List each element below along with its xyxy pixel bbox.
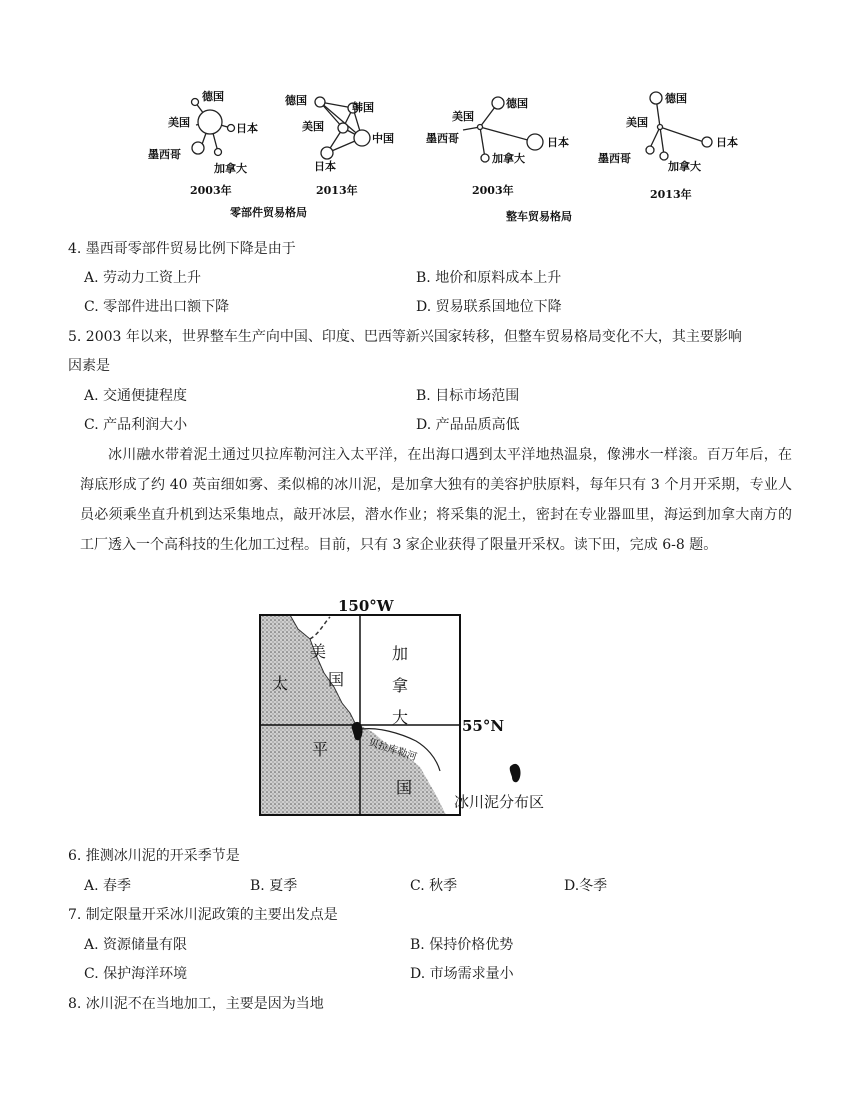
label-usa: 美国 [168,116,190,129]
mexico-node [646,146,654,154]
q5-option-d[interactable]: D. 产品品质高低 [416,417,520,433]
reading-passage: 冰川融水带着泥土通过贝拉库勒河注入太平洋，在出海口遇到太平洋地热温泉，像沸水一样滚。百万年后，在海底形成了约 40 英亩细如雾、柔似棉的冰川泥，是加拿大独有的美容护肤原料，每年只有 3 个月开采期，专业人员必须乘坐直升机到达采集地点，敲开冰层，潜水作业；将采集的泥土，密封在专业器皿里，海运到加拿大南方的工厂透入一个高科技的生化加工过程。目前，只有 3 家企业获得了限量开采权。读下田，完成 6-8 题。 [80,447,792,553]
q6-option-a[interactable]: A. 春季 [84,878,132,894]
china-node [354,130,370,146]
label-germany: 德国 [285,94,307,107]
q8-stem: 8. 冰川泥不在当地加工，主要是因为当地 [68,996,324,1012]
label-canada: 加拿大 [492,152,525,165]
label-germany: 德国 [506,97,528,110]
q6-option-b[interactable]: B. 夏季 [250,878,298,894]
japan-node [321,147,333,159]
usa-char-3: 国 [396,778,413,797]
q7-option-d[interactable]: D. 市场需求量小 [410,966,514,982]
label-year: 2003年 [190,184,232,197]
q5-stem-line2: 因素是 [68,358,110,374]
caption-parts: 零部件贸易格局 [230,206,307,219]
usa-node [198,110,222,134]
germany-node [315,97,325,107]
japan-node [228,125,235,132]
label-germany: 德国 [202,90,224,103]
q7-option-a[interactable]: A. 资源储量有限 [84,937,188,953]
label-usa: 美国 [452,110,474,123]
q6-stem: 6. 推测冰川泥的开采季节是 [68,848,240,864]
label-korea: 韩国 [352,101,374,114]
germany-node [492,97,504,109]
label-mexico: 墨西哥 [426,132,459,145]
canada-node [660,152,668,160]
label-japan: 日本 [547,136,569,149]
japan-node [527,134,543,150]
canada-char-3: 大 [392,708,409,727]
label-germany: 德国 [665,92,687,105]
usa-node [338,123,348,133]
label-japan: 日本 [314,160,336,173]
label-usa: 美国 [626,116,648,129]
q5-option-b[interactable]: B. 目标市场范围 [416,388,520,404]
q6-option-c[interactable]: C. 秋季 [410,878,458,894]
canada-node [215,149,222,156]
q5-option-c[interactable]: C. 产品利润大小 [84,417,188,433]
label-canada: 加拿大 [214,162,247,175]
q4-option-a[interactable]: A. 劳动力工资上升 [84,270,202,286]
usa-node [478,125,483,130]
usa-char-1: 美 [310,642,327,661]
label-japan: 日本 [236,122,258,135]
q6-option-d[interactable]: D.冬季 [564,878,608,894]
q5-stem-line1: 5. 2003 年以来，世界整车生产向中国、印度、巴西等新兴国家转移，但整车贸易格局变化不大，其主要影响 [68,329,742,345]
q7-stem: 7. 制定限量开采冰川泥政策的主要出发点是 [68,907,338,923]
caption-vehicles: 整车贸易格局 [506,210,572,223]
label-year: 2013年 [316,184,358,197]
label-usa: 美国 [302,120,324,133]
canada-char-2: 拿 [392,676,409,695]
q7-option-c[interactable]: C. 保护海洋环境 [84,966,188,982]
mexico-node [192,142,204,154]
label-year: 2013年 [650,188,692,201]
ocean-char-1: 太 [272,674,289,693]
q4-option-c[interactable]: C. 零部件进出口额下降 [84,299,230,315]
label-mexico: 墨西哥 [148,148,181,161]
canada-node [481,154,489,162]
label-mexico: 墨西哥 [598,152,631,165]
label-china: 中国 [372,132,394,145]
lat-label: 55°N [462,717,505,735]
q5-option-a[interactable]: A. 交通便捷程度 [84,388,188,404]
q7-option-b[interactable]: B. 保持价格优势 [410,937,514,953]
label-year: 2003年 [472,184,514,197]
lon-label: 150°W [338,597,394,615]
glacier-mud-map [250,595,600,835]
germany-node [650,92,662,104]
diagram-parts-2003 [192,99,235,156]
legend-marker [510,764,521,782]
canada-char-1: 加 [392,644,409,663]
label-canada: 加拿大 [668,160,701,173]
ocean-char-2: 平 [312,740,329,759]
legend-label: 冰川泥分布区 [454,793,545,811]
q4-stem: 4. 墨西哥零部件贸易比例下降是由于 [68,241,296,257]
trade-pattern-figure [130,80,770,230]
label-japan: 日本 [716,136,738,149]
usa-node [658,125,663,130]
germany-node [192,99,199,106]
japan-node [702,137,712,147]
q4-option-b[interactable]: B. 地价和原料成本上升 [416,270,562,286]
q4-option-d[interactable]: D. 贸易联系国地位下降 [416,299,562,315]
river-label: 贝拉库勒河 [367,737,419,764]
usa-char-2: 国 [328,670,345,689]
